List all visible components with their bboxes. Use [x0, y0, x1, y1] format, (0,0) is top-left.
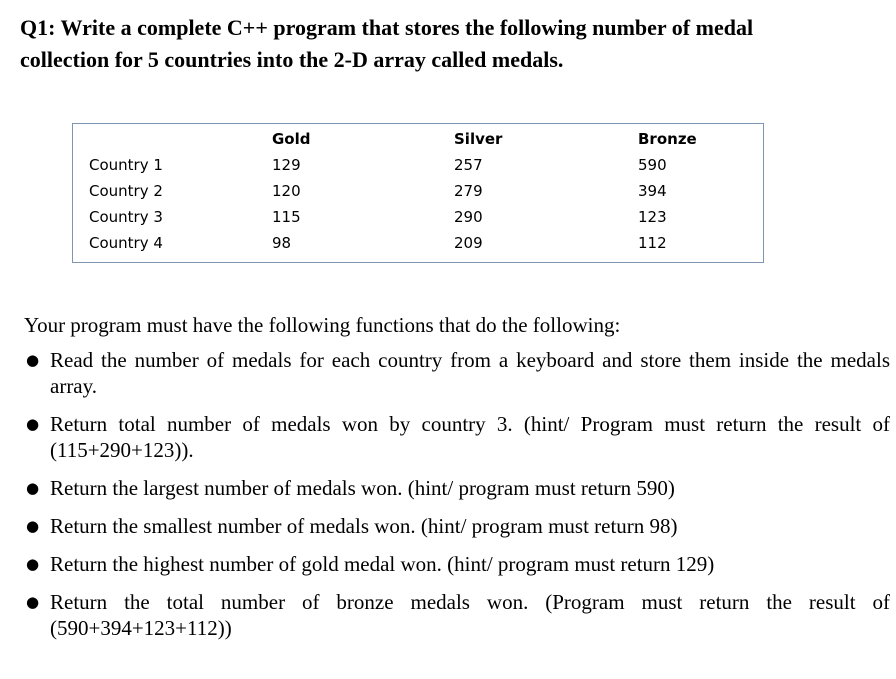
table-cell-silver: 209	[454, 234, 483, 252]
question-line-2: collection for 5 countries into the 2-D array called medals.	[20, 47, 564, 72]
header-silver: Silver	[454, 130, 503, 148]
requirement-text: Return the highest number of gold medal won. (hint/ program must return 129)	[50, 552, 715, 576]
bullet-icon: ●	[26, 517, 40, 535]
requirements-list	[24, 347, 890, 641]
bullet-icon: ●	[26, 351, 40, 369]
header-gold: Gold	[272, 130, 311, 148]
requirement-text: Return the total number of bronze medals won. (Program must return the result of (590+394+123+112))	[50, 590, 890, 640]
table-cell-gold: 120	[272, 182, 301, 200]
header-bronze: Bronze	[638, 130, 697, 148]
bullet-icon: ●	[26, 479, 40, 497]
table-cell-silver: 257	[454, 156, 483, 174]
table-row-country: Country 4	[89, 234, 163, 252]
bullet-icon: ●	[26, 415, 40, 433]
requirement-text: Read the number of medals for each country from a keyboard and store them inside the medals array.	[50, 348, 890, 398]
medal-table	[72, 123, 764, 263]
table-row-country: Country 3	[89, 208, 163, 226]
list-item	[24, 551, 890, 577]
table-cell-gold: 129	[272, 156, 301, 174]
table-cell-bronze: 112	[638, 234, 667, 252]
table-cell-gold: 98	[272, 234, 292, 252]
bullet-icon: ●	[26, 593, 40, 611]
list-item	[24, 475, 890, 501]
table-cell-silver: 290	[454, 208, 483, 226]
table-cell-bronze: 123	[638, 208, 667, 226]
requirement-text: Return the smallest number of medals won. (hint/ program must return 98)	[50, 514, 678, 538]
list-item	[24, 347, 890, 399]
table-cell-bronze: 394	[638, 182, 667, 200]
requirements-intro: Your program must have the following functions that do the following:	[24, 313, 621, 337]
table-cell-gold: 115	[272, 208, 301, 226]
requirement-text: Return total number of medals won by country 3. (hint/ Program must return the result of (115+290+123)).	[50, 412, 890, 462]
table-cell-silver: 279	[454, 182, 483, 200]
bullet-icon: ●	[26, 555, 40, 573]
question-heading	[20, 12, 880, 76]
table-row-country: Country 2	[89, 182, 163, 200]
list-item	[24, 513, 890, 539]
table-row-country: Country 1	[89, 156, 163, 174]
requirement-text: Return the largest number of medals won. (hint/ program must return 590)	[50, 476, 675, 500]
question-line-1: Q1: Write a complete C++ program that stores the following number of medal	[20, 15, 754, 40]
list-item	[24, 589, 890, 641]
table-cell-bronze: 590	[638, 156, 667, 174]
list-item	[24, 411, 890, 463]
requirements-section	[24, 312, 890, 653]
